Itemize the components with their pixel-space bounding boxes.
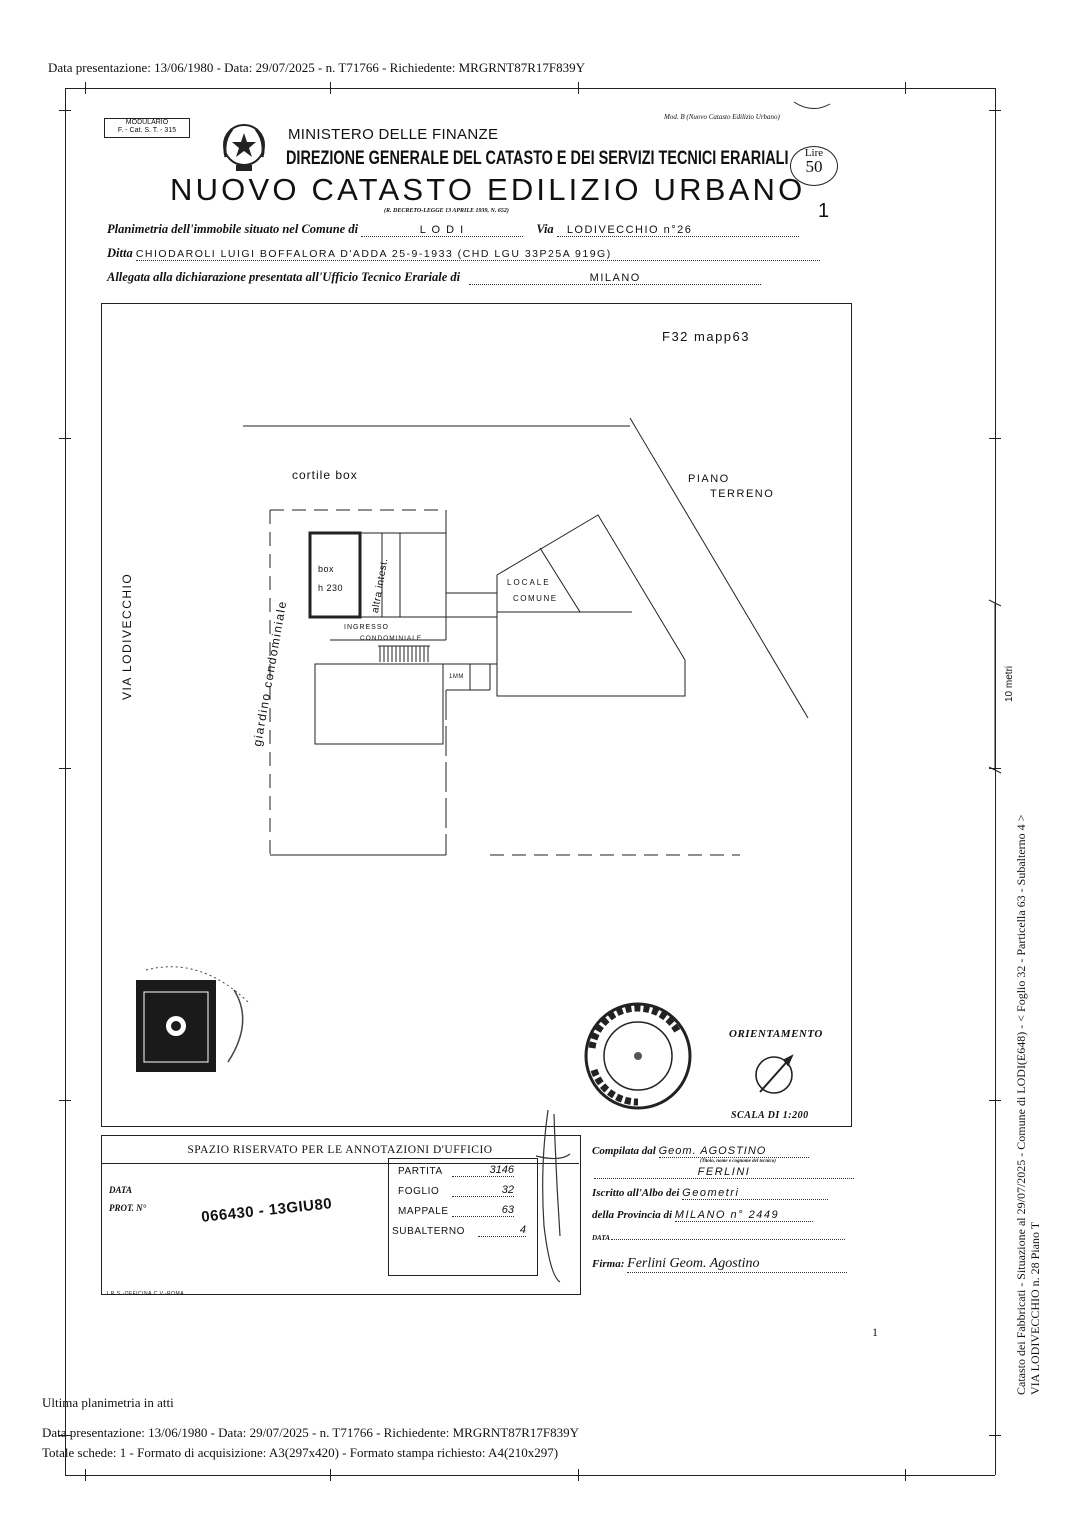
protocol-stamp: 066430 - 13GIU80	[200, 1195, 333, 1226]
small-room-label: 1MM	[449, 674, 464, 680]
titolo-note: (Titolo, nome e cognome del tecnico)	[700, 1159, 776, 1164]
street-label: VIA LODIVECCHIO	[120, 572, 134, 700]
mappale-label: MAPPALE	[398, 1206, 449, 1217]
provincia-line	[592, 1209, 813, 1222]
top-note: Mod. B (Nuovo Catasto Edilizio Urbano)	[664, 113, 780, 121]
cortile-label: cortile box	[292, 468, 358, 482]
footer-line-2: Totale schede: 1 - Formato di acquisizione: A3(297x420) - Formato stampa richiesto: A4(210x297)	[42, 1445, 559, 1460]
iscritto-line	[592, 1187, 828, 1200]
compilata-value-2: FERLINI	[594, 1166, 854, 1179]
box-height: h 230	[318, 583, 344, 593]
partita-label: PARTITA	[398, 1166, 443, 1177]
provincia-value: MILANO n° 2449	[675, 1209, 813, 1222]
piano-label-1: PIANO	[688, 473, 730, 485]
ingresso-label-1: INGRESSO	[344, 624, 389, 631]
locale-label-2: COMUNE	[513, 594, 558, 603]
compilata-line	[592, 1145, 809, 1158]
modulario-code: F. - Cat. S. T. - 315	[117, 127, 177, 134]
piano-label-2: TERRENO	[710, 488, 775, 500]
compiler-date-blank	[611, 1239, 845, 1240]
planimetria-label: Planimetria dell'immobile situato nel Comune di	[107, 222, 359, 236]
ditta-value: CHIODAROLI LUIGI BOFFALORA D'ADDA 25-9-1933 (CHD LGU 33P25A 919G)	[136, 248, 820, 261]
subalterno-label: SUBALTERNO	[392, 1226, 466, 1237]
orientation-label: ORIENTAMENTO	[729, 1028, 823, 1040]
via-value: LODIVECCHIO n°26	[557, 224, 799, 237]
sheet-number: 1	[818, 200, 830, 222]
ministry-name: MINISTERO DELLE FINANZE	[288, 126, 499, 143]
iscritto-label: Iscritto all'Albo dei	[592, 1187, 680, 1199]
compilata-value: Geom. AGOSTINO	[659, 1145, 809, 1158]
firma-value: Ferlini Geom. Agostino	[627, 1256, 847, 1273]
allegata-label: Allegata alla dichiarazione presentata all'Ufficio Tecnico Erariale di	[107, 270, 461, 284]
box-label: box	[318, 564, 335, 574]
date-line	[592, 1234, 845, 1242]
provincia-label: della Provincia di	[592, 1209, 673, 1221]
revenue-stamp-icon	[130, 962, 260, 1080]
compass-icon	[756, 1056, 792, 1093]
side-cadastral-info: Catasto dei Fabbricati - Situazione al 29/07/2025 - Comune di LODI(E648) - < Foglio 32 - Particella 63 - Subalterno 4 >	[1014, 814, 1028, 1395]
footer-line-1: Data presentazione: 13/06/1980 - Data: 29/07/2025 - n. T71766 - Richiedente: MRGRNT87R17F839Y	[42, 1425, 580, 1440]
foglio-value: 32	[452, 1184, 514, 1197]
scale-metri-label: 10 metri	[1004, 665, 1015, 702]
document-title: NUOVO CATASTO EDILIZIO URBANO	[170, 172, 806, 207]
locale-label-1: LOCALE	[507, 578, 551, 587]
printer-mark: I.R.S.-OFFICINA C.V.-ROMA	[107, 1291, 185, 1297]
garden-label: giardino condominiale	[250, 599, 290, 748]
annot-data-label: DATA	[109, 1185, 133, 1195]
office-annotations-title: SPAZIO RISERVATO PER LE ANNOTAZIONI D'UFFICIO	[101, 1138, 579, 1164]
plan-reference: F32 mapp63	[662, 329, 750, 344]
side-address-info: VIA LODIVECCHIO n. 28 Piano T	[1028, 1221, 1042, 1395]
subalterno-value: 4	[478, 1224, 526, 1237]
ultima-label: Ultima planimetria in atti	[42, 1395, 174, 1410]
modulario-title: MODULARIO	[125, 119, 169, 126]
partita-value: 3146	[452, 1164, 514, 1177]
mappale-value: 63	[452, 1204, 514, 1217]
ingresso-label-2: CONDOMINIALE	[360, 635, 423, 642]
top-info-line: Data presentazione: 13/06/1980 - Data: 29/07/2025 - n. T71766 - Richiedente: MRGRNT87R17F839Y	[48, 60, 586, 75]
page-number: 1	[872, 1325, 878, 1339]
ufficio-value: MILANO	[469, 272, 761, 285]
foglio-label: FOGLIO	[398, 1186, 440, 1197]
firma-line	[592, 1256, 847, 1273]
office-seal-icon	[578, 998, 698, 1118]
ditta-label: Ditta	[107, 246, 133, 260]
compilata-label: Compilata dal	[592, 1145, 656, 1157]
altra-label: altra intest.	[370, 557, 391, 614]
annot-prot-label: PROT. N°	[109, 1203, 147, 1213]
stamp-fee-value: 50	[805, 157, 823, 176]
comune-value: L O D I	[361, 224, 523, 237]
firma-label: Firma:	[592, 1258, 625, 1270]
via-label: Via	[536, 222, 554, 236]
stamp-fee-label: Lire	[804, 147, 824, 159]
direction-name: DIREZIONE GENERALE DEL CATASTO E DEI SERVIZI TECNICI ERARIALI	[286, 148, 789, 169]
compiler-date-label: DATA	[592, 1234, 610, 1242]
signature-mark	[530, 1106, 574, 1286]
iscritto-value: Geometri	[682, 1187, 828, 1200]
decree-reference: (R. DECRETO-LEGGE 13 APRILE 1939, N. 652)	[384, 208, 509, 214]
scale-label: SCALA DI 1:200	[731, 1110, 809, 1121]
